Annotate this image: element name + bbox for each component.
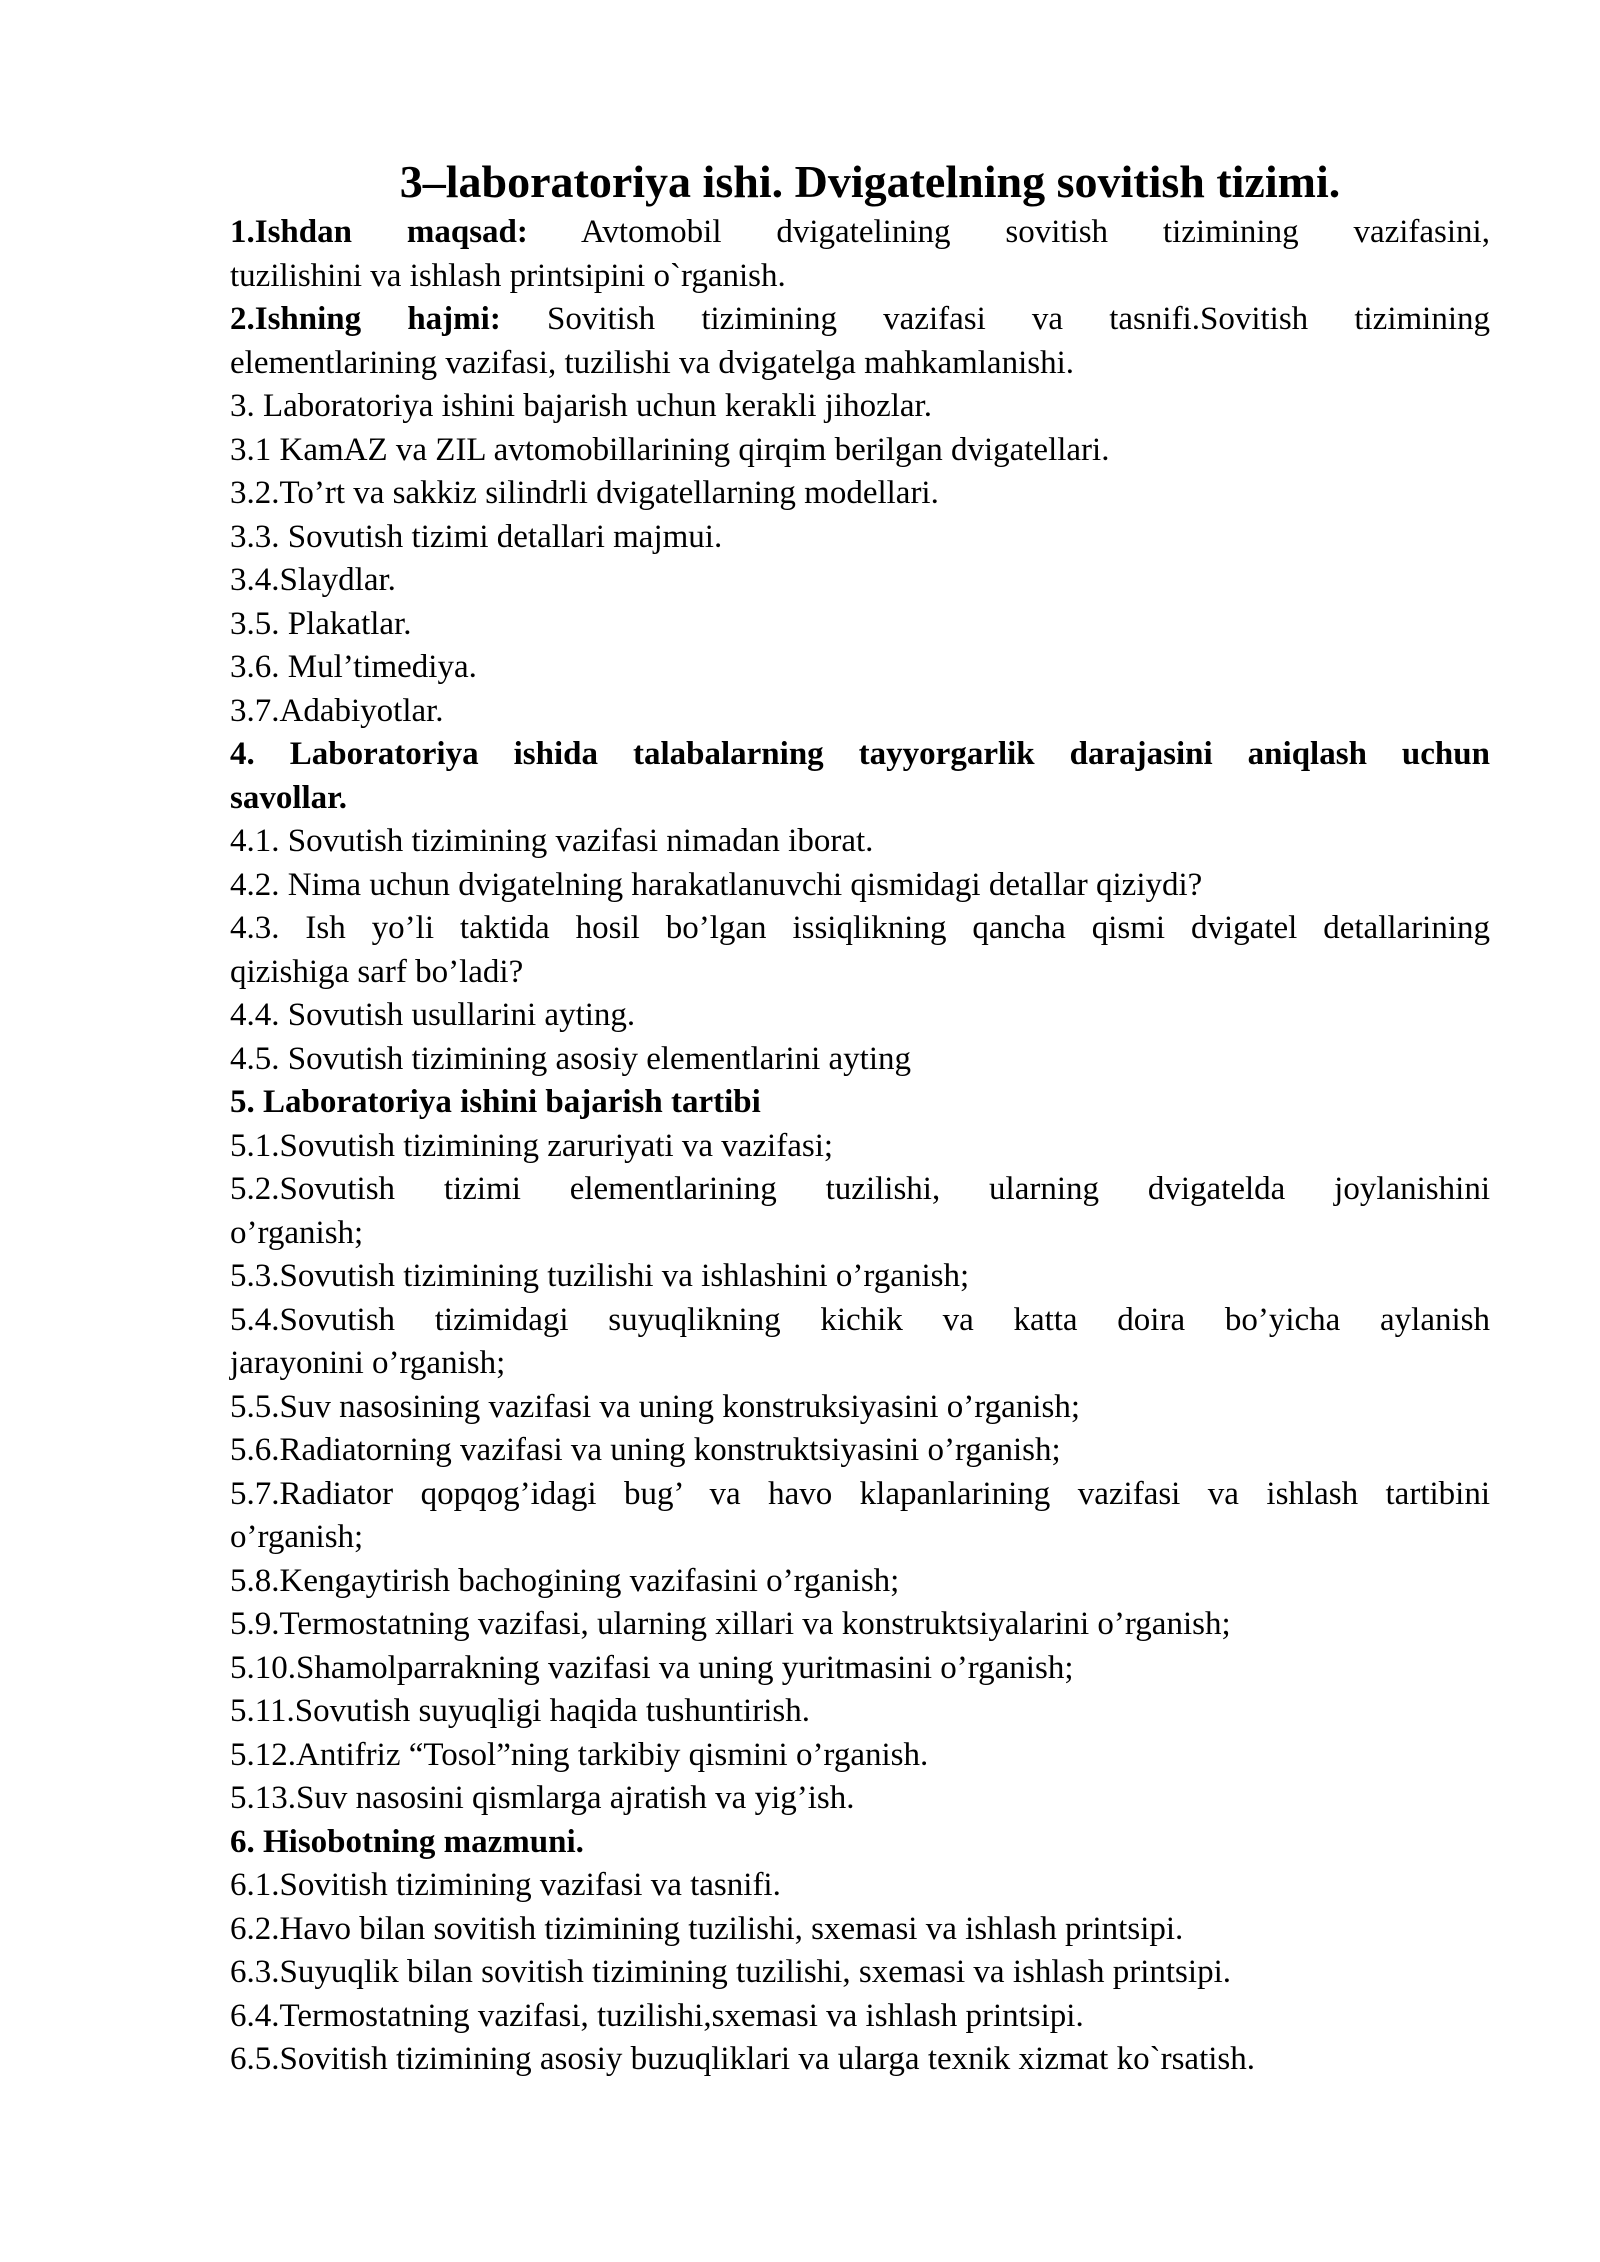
procedure-step: 5.3.Sovutish tizimining tuzilishi va ishlashini o’rganish; (230, 1258, 970, 1294)
procedure-step: 5.5.Suv nasosining vazifasi va uning konstruksiyasini o’rganish; (230, 1388, 1080, 1425)
purpose-label: 1.Ishdan maqsad: (230, 214, 528, 250)
procedure-step: 5.1.Sovutish tizimining zaruriyati va vazifasi; (230, 1127, 834, 1164)
report-heading: 6. Hisobotning mazmuni. (230, 1823, 584, 1860)
scope-line-1 (230, 298, 1490, 342)
scope-label: 2.Ishning hajmi: (230, 301, 501, 337)
procedure-step-cont: o’rganish; (230, 1519, 364, 1555)
report-item: 6.2.Havo bilan sovitish tizimining tuzilishi, sxemasi va ishlash printsipi. (230, 1910, 1184, 1947)
question-item: 4.1. Sovutish tizimining vazifasi nimadan iborat. (230, 823, 874, 859)
purpose-line-1 (230, 211, 1490, 255)
procedure-step: 5.2.Sovutish tizimi elementlarining tuzilishi, ularning dvigatelda joylanishini (230, 1171, 1490, 1207)
question-item: 4.2. Nima uchun dvigatelning harakatlanuvchi qismidagi detallar qiziydi? (230, 866, 1203, 903)
questions-heading-2: savollar. (230, 779, 348, 816)
procedure-step: 5.7.Radiator qopqog’idagi bug’ va havo klapanlarining vazifasi va ishlash tartibini (230, 1475, 1490, 1512)
procedure-step: 5.9.Termostatning vazifasi, ularning xillari va konstruktsiyalarini o’rganish; (230, 1606, 1231, 1642)
equipment-item: 3.4.Slaydlar. (230, 562, 396, 598)
question-item: 4.5. Sovutish tizimining asosiy elementlarini ayting (230, 1040, 912, 1077)
equipment-item: 3.7.Adabiyotlar. (230, 692, 444, 729)
document-body (230, 153, 1490, 2082)
document-title: 3–laboratoriya ishi. Dvigatelning sovitish tizimi. (399, 156, 1341, 207)
procedure-step: 5.10.Shamolparrakning vazifasi va uning yuritmasini o’rganish; (230, 1649, 1074, 1686)
report-item: 6.1.Sovitish tizimining vazifasi va tasnifi. (230, 1867, 781, 1903)
procedure-heading: 5. Laboratoriya ishini bajarish tartibi (230, 1084, 761, 1120)
equipment-heading: 3. Laboratoriya ishini bajarish uchun kerakli jihozlar. (230, 388, 932, 424)
question-item: 4.4. Sovutish usullarini ayting. (230, 997, 636, 1033)
equipment-item: 3.6. Mul’timediya. (230, 649, 477, 685)
procedure-step: 5.6.Radiatorning vazifasi va uning konstruktsiyasini o’rganish; (230, 1432, 1061, 1468)
equipment-item: 3.2.To’rt va sakkiz silindrli dvigatellarning modellari. (230, 475, 939, 511)
procedure-step: 5.4.Sovutish tizimidagi suyuqlikning kichik va katta doira bo’yicha aylanish (230, 1301, 1490, 1338)
report-item: 6.4.Termostatning vazifasi, tuzilishi,sxemasi va ishlash printsipi. (230, 1997, 1084, 2034)
procedure-step: 5.11.Sovutish suyuqligi haqida tushuntirish. (230, 1693, 810, 1729)
equipment-item: 3.3. Sovutish tizimi detallari majmui. (230, 518, 723, 555)
report-item: 6.5.Sovitish tizimining asosiy buzuqliklari va ularga texnik xizmat ko`rsatish. (230, 2041, 1255, 2077)
procedure-step: 5.13.Suv nasosini qismlarga ajratish va yig’ish. (230, 1780, 855, 1816)
question-item-cont: qizishiga sarf bo’ladi? (230, 953, 524, 990)
purpose-text-2: tuzilishini va ishlash printsipini o`rganish. (230, 257, 786, 294)
procedure-step: 5.8.Kengaytirish bachogining vazifasini o’rganish; (230, 1562, 900, 1599)
questions-heading-1: 4. Laboratoriya ishida talabalarning tayyorgarlik darajasini aniqlash uchun (230, 736, 1490, 772)
scope-text-1: Sovitish tizimining vazifasi va tasnifi.Sovitish tizimining (546, 301, 1490, 337)
equipment-item: 3.1 KamAZ va ZIL avtomobillarining qirqim berilgan dvigatellari. (230, 431, 1110, 468)
question-item: 4.3. Ish yo’li taktida hosil bo’lgan issiqlikning qancha qismi dvigatel detallarining (230, 910, 1490, 946)
report-item: 6.3.Suyuqlik bilan sovitish tizimining tuzilishi, sxemasi va ishlash printsipi. (230, 1954, 1231, 1990)
procedure-step-cont: o’rganish; (230, 1214, 364, 1251)
procedure-step: 5.12.Antifriz “Tosol”ning tarkibiy qismini o’rganish. (230, 1736, 929, 1773)
purpose-text-1: Avtomobil dvigatelining sovitish tizimining vazifasini, (580, 214, 1490, 250)
scope-text-2: elementlarining vazifasi, tuzilishi va dvigatelga mahkamlanishi. (230, 344, 1074, 381)
procedure-step-cont: jarayonini o’rganish; (230, 1345, 506, 1381)
equipment-item: 3.5. Plakatlar. (230, 605, 412, 642)
